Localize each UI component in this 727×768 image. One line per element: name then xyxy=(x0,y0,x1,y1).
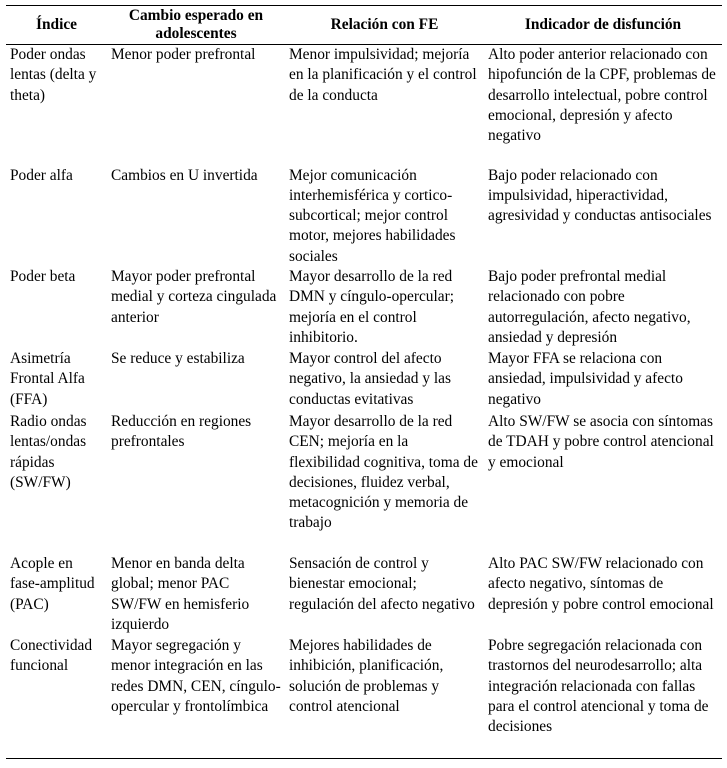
cell-indicador: Pobre segregación relacionada con trastornos del neurodesarrollo; alta integración relacionada con fallas para el control atencional y toma de decisiones xyxy=(488,636,709,736)
cell-cambio: Menor en banda delta global; menor PAC SW/FW en hemisferio izquierdo xyxy=(111,554,250,633)
cell-cambio: Menor poder prefrontal xyxy=(111,46,256,63)
table-row xyxy=(6,554,722,636)
cell-relacion: Mayor control del afecto negativo, la ansiedad y las conductas evitativas xyxy=(289,349,451,408)
table-row xyxy=(6,45,722,166)
cell-relacion: Mayor desarrollo de la red CEN; mejoría en la flexibilidad cognitiva, toma de decisiones, fluidez verbal, metacognición y memoria de trabajo xyxy=(289,412,478,532)
cell-cambio: Mayor poder prefrontal medial y corteza cingulada anterior xyxy=(111,267,277,326)
header-indicador-disfuncion: Indicador de disfunción xyxy=(484,6,722,45)
cell-indice: Poder beta xyxy=(10,267,76,285)
cell-indicador: Mayor FFA se relaciona con ansiedad, impulsividad y afecto negativo xyxy=(488,349,683,408)
table-row xyxy=(6,267,722,349)
cell-cambio: Reducción en regiones prefrontales xyxy=(111,412,252,451)
table-header xyxy=(6,6,722,45)
table-row xyxy=(6,636,722,759)
table-row xyxy=(6,166,722,267)
cell-indicador: Alto PAC SW/FW relacionado con afecto negativo, síntomas de depresión y pobre control emocional xyxy=(488,554,714,613)
cell-indicador: Alto SW/FW se asocia con síntomas de TDAH y pobre control atencional y emocional xyxy=(488,412,714,471)
cell-relacion: Sensación de control y bienestar emocional; regulación del afecto negativo xyxy=(289,554,475,613)
cell-indice: Acople en fase-amplitud (PAC) xyxy=(10,554,95,613)
cell-cambio: Se reduce y estabiliza xyxy=(111,349,245,367)
cell-indicador: Alto poder anterior relacionado con hipofunción de la CPF, problemas de desarrollo intelectual, pobre control emocional, depresión y afecto negativo xyxy=(488,46,716,145)
table-body xyxy=(6,45,722,759)
cell-cambio: Mayor segregación y menor integración en las redes DMN, CEN, cíngulo-opercular y frontolímbica xyxy=(111,636,281,715)
cell-indicador: Bajo poder relacionado con impulsividad, hiperactividad, agresividad y conductas antisociales xyxy=(488,166,712,225)
header-cambio-esperado: Cambio esperado en adolescentes xyxy=(107,6,285,45)
table-row xyxy=(6,349,722,412)
cell-relacion: Mejor comunicación interhemisférica y cortico-subcortical; mejor control motor, mejores habilidades sociales xyxy=(289,166,456,265)
table-row xyxy=(6,412,722,554)
header-relacion-fe: Relación con FE xyxy=(285,6,484,45)
cell-indice: Poder alfa xyxy=(10,166,73,184)
cell-indicador: Bajo poder prefrontal medial relacionado con pobre autorregulación, afecto negativo, ansiedad y depresión xyxy=(488,267,691,346)
cell-indice: Radio ondas lentas/ondas rápidas (SW/FW) xyxy=(10,412,87,491)
cell-cambio: Cambios en U invertida xyxy=(111,166,258,184)
cell-relacion: Menor impulsividad; mejoría en la planificación y el control de la conducta xyxy=(289,46,477,104)
cell-indice: Conectividad funcional xyxy=(10,636,93,675)
cell-indice: Poder ondas lentas (delta y theta) xyxy=(10,46,97,104)
cell-indice: Asimetría Frontal Alfa (FFA) xyxy=(10,349,85,408)
indices-table xyxy=(6,5,722,759)
header-row xyxy=(6,6,722,45)
cell-relacion: Mejores habilidades de inhibición, planificación, solución de problemas y control atencional xyxy=(289,636,444,715)
cell-relacion: Mayor desarrollo de la red DMN y cíngulo-opercular; mejoría en el control inhibitorio. xyxy=(289,267,454,346)
header-indice: Índice xyxy=(6,6,107,45)
